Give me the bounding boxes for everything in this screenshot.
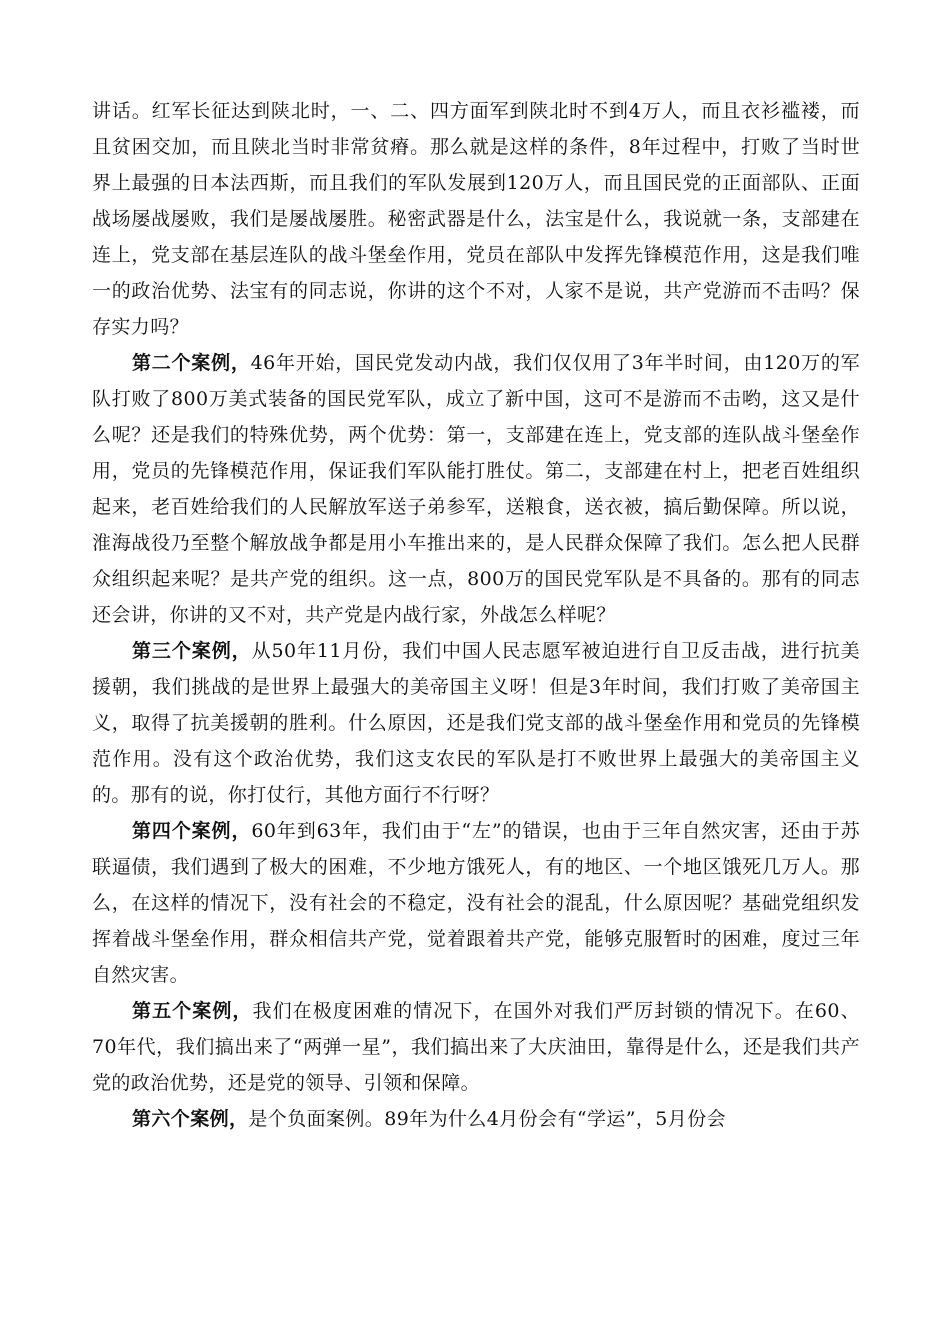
paragraph-text: 46年开始，国民党发动内战，我们仅仅用了3年半时间，由120万的军队打败了800万美式装备的国民党军队，成立了新中国，这可不是游而不击哟，这又是什么呢？还是我们的特殊优势，两个优势：第一，支部建在连上，党支部的连队战斗堡垒作用，党员的先锋模范作用，保证我们军队能打胜仗。第二，支部建在村上，把老百姓组织起来，老百姓给我们的人民解放军送子弟参军，送粮食，送衣被，搞后勤保障。所以说，淮海战役乃至整个解放战争都是用小车推出来的，是人民群众保障了我们。怎么把人民群众组织起来呢？是共产党的组织。这一点，800万的国民党军队是不具备的。那有的同志还会讲，你讲的又不对，共产党是内战行家，外战怎么样呢？ (92, 352, 860, 626)
paragraph-case-5 (92, 993, 860, 1101)
case-heading: 第二个案例， (132, 352, 251, 374)
case-heading: 第三个案例， (132, 640, 252, 662)
paragraph-text: 我们在极度困难的情况下，在国外对我们严厉封锁的情况下。在60、70年代，我们搞出来了“两弹一星”，我们搞出来了大庆油田，靠得是什么，还是我们共产党的政治优势，还是党的领导、引领和保障。 (92, 1000, 860, 1094)
paragraph-text: 从50年11月份，我们中国人民志愿军被迫进行自卫反击战，进行抗美援朝，我们挑战的是世界上最强大的美帝国主义呀！但是3年时间，我们打败了美帝国主义，取得了抗美援朝的胜利。什么原因，还是我们党支部的战斗堡垒作用和党员的先锋模范作用。没有这个政治优势，我们这支农民的军队是打不败世界上最强大的美帝国主义的。那有的说，你打仗行，其他方面行不行呀？ (92, 640, 860, 806)
paragraph-case-6 (92, 1101, 860, 1137)
case-heading: 第四个案例， (132, 820, 252, 842)
paragraph-case-2 (92, 345, 860, 633)
case-heading: 第六个案例， (132, 1108, 249, 1130)
paragraph-text: 是个负面案例。89年为什么4月份会有“学运”，5月份会 (248, 1108, 726, 1130)
paragraph-case-3 (92, 633, 860, 813)
paragraph-text: 60年到63年，我们由于“左”的错误，也由于三年自然灾害，还由于苏联逼债，我们遇到了极大的困难，不少地方饿死人，有的地区、一个地区饿死几万人。那么，在这样的情况下，没有社会的不稳定，没有社会的混乱，什么原因呢？基础党组织发挥着战斗堡垒作用，群众相信共产党，觉着跟着共产党，能够克服暂时的困难，度过三年自然灾害。 (92, 820, 860, 986)
paragraph-text: 讲话。红军长征达到陕北时，一、二、四方面军到陕北时不到4万人，而且衣衫褴褛，而且贫困交加，而且陕北当时非常贫瘠。那么就是这样的条件，8年过程中，打败了当时世界上最强的日本法西斯，而且我们的军队发展到120万人，而且国民党的正面部队、正面战场屡战屡败，我们是屡战屡胜。秘密武器是什么，法宝是什么，我说就一条，支部建在连上，党支部在基层连队的战斗堡垒作用，党员在部队中发挥先锋模范作用，这是我们唯一的政治优势、法宝有的同志说，你讲的这个不对，人家不是说，共产党游而不击吗？保存实力吗？ (92, 100, 860, 338)
document-page (92, 93, 860, 1137)
case-heading: 第五个案例， (132, 1000, 253, 1022)
paragraph-case-4 (92, 813, 860, 993)
paragraph-intro (92, 93, 860, 345)
